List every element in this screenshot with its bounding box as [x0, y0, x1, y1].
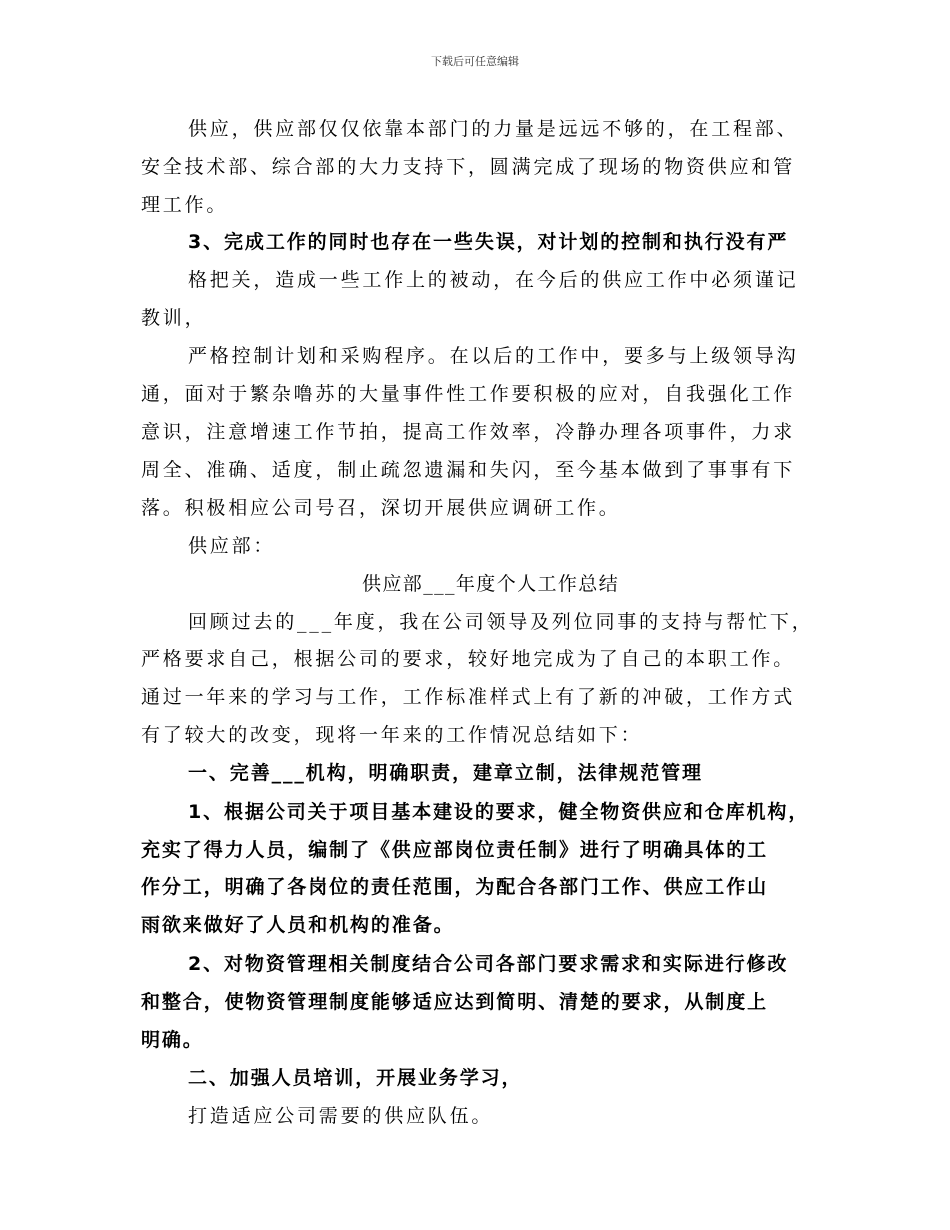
paragraph-line: 落。积极相应公司号召，深切开展供应调研工作。 [141, 497, 621, 519]
bold-paragraph-line: 作分工，明确了各岗位的责任范围，为配合各部门工作、供应工作山 [141, 876, 769, 898]
section-title: 供应部___年度个人工作总结 [362, 573, 620, 595]
bold-paragraph-line: 充实了得力人员，编制了《供应部岗位责任制》进行了明确具体的工 [141, 839, 769, 861]
bold-paragraph-line: 和整合，使物资管理制度能够适应达到简明、清楚的要求，从制度上 [141, 991, 769, 1013]
paragraph-line: 严格要求自己，根据公司的要求，较好地完成为了自己的本职工作。 [141, 648, 796, 670]
bold-paragraph-line: 明确。 [141, 1029, 204, 1051]
paragraph-line: 理工作。 [141, 194, 229, 216]
bold-paragraph-line: 雨欲来做好了人员和机构的准备。 [141, 914, 455, 936]
paragraph-line: 回顾过去的___年度，我在公司领导及列位同事的支持与帮忙下， [188, 611, 814, 633]
paragraph-line: 供应，供应部仅仅依靠本部门的力量是远远不够的，在工程部、 [188, 118, 799, 140]
paragraph-line: 周全、准确、适度，制止疏忽遗漏和失闪，至今基本做到了事事有下 [141, 459, 796, 481]
paragraph-line: 有了较大的改变，现将一年来的工作情况总结如下： [141, 724, 643, 746]
bold-paragraph-line: 2、对物资管理相关制度结合公司各部门要求需求和实际进行修改 [188, 953, 789, 975]
bold-paragraph-line: 1、根据公司关于项目基本建设的要求，健全物资供应和仓库机构， [188, 801, 810, 823]
section-heading: 二、加强人员培训，开展业务学习， [188, 1067, 523, 1089]
signature-line: 供应部： [188, 535, 276, 557]
paragraph-line: 意识，注意增速工作节拍，提高工作效率，冷静办理各项事件，力求 [141, 421, 796, 443]
bold-paragraph-line: 3、完成工作的同时也存在一些失误，对计划的控制和执行没有严 [188, 231, 789, 253]
paragraph-line: 严格控制计划和采购程序。在以后的工作中，要多与上级领导沟 [188, 345, 799, 367]
paragraph-line: 安全技术部、综合部的大力支持下，圆满完成了现场的物资供应和管 [141, 156, 796, 178]
section-heading: 一、完善___机构，明确职责，建章立制，法律规范管理 [188, 762, 703, 784]
paragraph-line: 通过一年来的学习与工作，工作标准样式上有了新的冲破，工作方式 [141, 686, 796, 708]
paragraph-line: 通，面对于繁杂噜苏的大量事件性工作要积极的应对，自我强化工作 [141, 383, 796, 405]
paragraph-line: 教训， [141, 307, 207, 329]
page-header: 下载后可任意编辑 [431, 55, 519, 68]
paragraph-line: 格把关，造成一些工作上的被动，在今后的供应工作中必须谨记 [188, 269, 799, 291]
paragraph-line: 打造适应公司需要的供应队伍。 [188, 1105, 494, 1127]
